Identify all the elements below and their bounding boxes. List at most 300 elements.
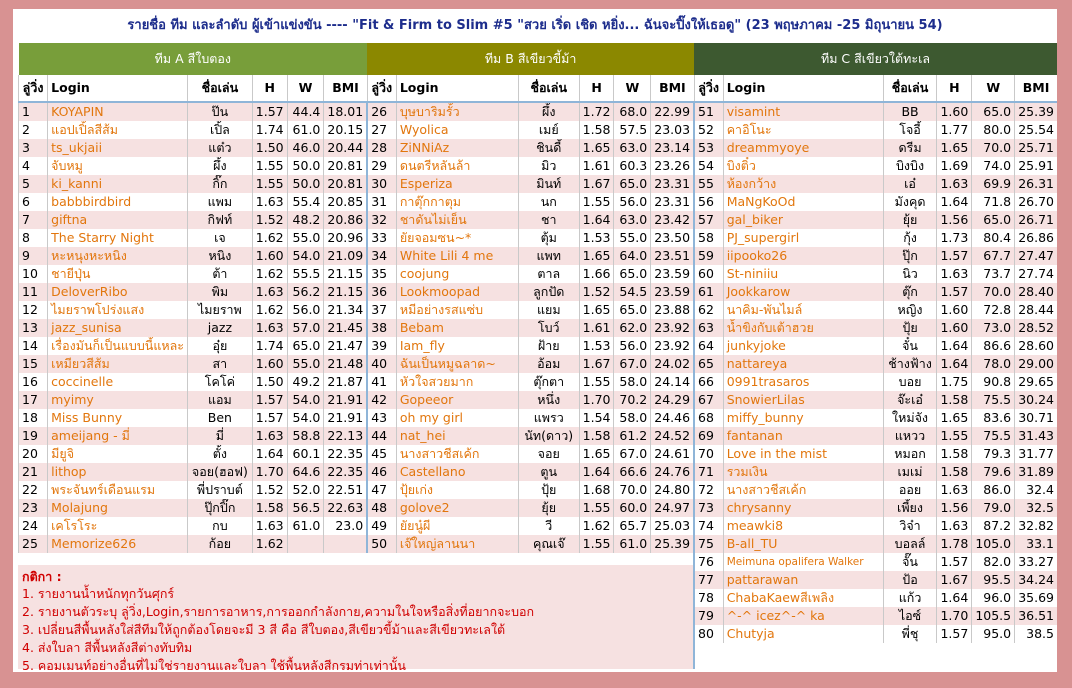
login-cell[interactable]: junkyjoke (723, 337, 883, 355)
login-cell[interactable]: Bebam (396, 319, 518, 337)
login-cell[interactable]: ยัยนู๋ผี (396, 517, 518, 535)
rank-cell: 61 (694, 283, 723, 301)
weight-cell: 44.4 (287, 102, 324, 121)
login-cell[interactable]: gal_biker (723, 211, 883, 229)
login-cell[interactable]: SnowierLilas (723, 391, 883, 409)
table-row (19, 175, 1058, 193)
table-row (19, 517, 1058, 535)
login-cell[interactable]: White Lili 4 me (396, 247, 518, 265)
nickname-cell: jazz (187, 319, 252, 337)
login-cell[interactable]: ยัยจอมซน~* (396, 229, 518, 247)
rank-cell: 23 (19, 499, 48, 517)
height-cell: 1.61 (579, 319, 614, 337)
rank-cell: 14 (19, 337, 48, 355)
login-cell[interactable]: coojung (396, 265, 518, 283)
bmi-cell: 27.47 (1015, 247, 1057, 265)
login-cell[interactable]: กาตุ๊กกาตุม (396, 193, 518, 211)
login-cell[interactable]: ChabaKaewสีเพลิง (723, 589, 883, 607)
nickname-cell: แพท (518, 247, 579, 265)
login-cell[interactable]: เหมียวสีส้ม (48, 355, 188, 373)
weight-cell: 61.0 (287, 121, 324, 139)
height-cell: 1.63 (937, 481, 972, 499)
bmi-cell: 24.14 (651, 373, 694, 391)
nickname-cell: จั๊น (883, 553, 937, 571)
table-row (19, 265, 1058, 283)
bmi-cell: 23.26 (651, 157, 694, 175)
weight-cell: 54.0 (287, 409, 324, 427)
height-cell: 1.60 (252, 355, 287, 373)
table-row (19, 157, 1058, 175)
rank-cell: 20 (19, 445, 48, 463)
login-cell[interactable]: pattarawan (723, 571, 883, 589)
bmi-cell: 33.27 (1015, 553, 1057, 571)
height-cell: 1.63 (252, 319, 287, 337)
team-a-label: ทีม A สีใบตอง (154, 51, 232, 66)
rank-cell: 31 (367, 193, 396, 211)
weight-cell: 86.0 (972, 481, 1015, 499)
login-cell[interactable]: Chutyja (723, 625, 883, 643)
login-cell[interactable]: หมีอย่างรสแซ่บ (396, 301, 518, 319)
height-cell: 1.60 (937, 301, 972, 319)
weight-cell: 83.6 (972, 409, 1015, 427)
rank-cell: 5 (19, 175, 48, 193)
rank-cell: 26 (367, 102, 396, 121)
nickname-cell: ผึ้ง (518, 102, 579, 121)
nickname-cell: ตั้ง (187, 445, 252, 463)
bmi-cell (324, 535, 367, 553)
bmi-cell: 25.91 (1015, 157, 1057, 175)
weight-cell: 54.0 (287, 391, 324, 409)
bmi-cell: 22.35 (324, 463, 367, 481)
weight-cell: 95.0 (972, 625, 1015, 643)
weight-cell: 60.0 (614, 499, 651, 517)
height-cell: 1.56 (937, 499, 972, 517)
height-cell: 1.57 (937, 553, 972, 571)
login-cell[interactable]: Gopeeor (396, 391, 518, 409)
nickname-cell: ยุ้ย (883, 211, 937, 229)
bmi-cell: 22.13 (324, 427, 367, 445)
login-cell[interactable]: Memorize626 (48, 535, 188, 553)
height-cell: 1.67 (579, 355, 614, 373)
nickname-cell: ปุ้ย (518, 481, 579, 499)
weight-cell: 65.0 (972, 102, 1015, 121)
team-b-header (367, 43, 694, 75)
weight-cell: 62.0 (614, 319, 651, 337)
nickname-cell: อ้อม (518, 355, 579, 373)
login-cell[interactable]: เรื่องมันก็เป็นแบบนี้แหละ (48, 337, 188, 355)
login-cell[interactable]: หัวใจสวยมาก (396, 373, 518, 391)
rank-cell: 77 (694, 571, 723, 589)
login-cell[interactable]: Meimuna opalifera Walker (723, 553, 883, 571)
rank-cell: 21 (19, 463, 48, 481)
nickname-cell: กุ้ง (883, 229, 937, 247)
login-cell[interactable]: B-all_TU (723, 535, 883, 553)
login-cell[interactable]: golove2 (396, 499, 518, 517)
rank-cell: 1 (19, 102, 48, 121)
login-cell[interactable]: Molajung (48, 499, 188, 517)
height-cell: 1.65 (579, 445, 614, 463)
login-cell[interactable]: ไมยราพโปร่งแสง (48, 301, 188, 319)
login-cell[interactable]: Wyolica (396, 121, 518, 139)
height-cell: 1.50 (252, 139, 287, 157)
height-cell: 1.52 (252, 211, 287, 229)
height-cell: 1.60 (937, 102, 972, 121)
nickname-cell: เปิ้ล (187, 121, 252, 139)
login-cell[interactable]: ts_ukjaii (48, 139, 188, 157)
login-cell[interactable]: ชายีปุ่น (48, 265, 188, 283)
bmi-cell: 24.80 (651, 481, 694, 499)
rank-cell: 25 (19, 535, 48, 553)
bmi-cell: 25.54 (1015, 121, 1057, 139)
weight-cell: 52.0 (287, 481, 324, 499)
nickname-cell: เมย์ (518, 121, 579, 139)
rank-cell: 27 (367, 121, 396, 139)
height-cell: 1.63 (252, 283, 287, 301)
login-cell[interactable]: coccinelle (48, 373, 188, 391)
login-cell[interactable]: The Starry Night (48, 229, 188, 247)
login-cell[interactable]: นางสาวชีสเค้ก (396, 445, 518, 463)
login-cell[interactable]: KOYAPIN (48, 102, 188, 121)
login-cell[interactable]: มียูจิ (48, 445, 188, 463)
rank-cell: 32 (367, 211, 396, 229)
login-cell[interactable]: Love in the mist (723, 445, 883, 463)
login-cell[interactable]: ปุ้ยเก่ง (396, 481, 518, 499)
rank-cell: 66 (694, 373, 723, 391)
weight-cell: 66.6 (614, 463, 651, 481)
bmi-cell: 26.70 (1015, 193, 1057, 211)
weight-cell: 65.7 (614, 517, 651, 535)
bmi-cell: 24.02 (651, 355, 694, 373)
bmi-cell: 21.87 (324, 373, 367, 391)
login-cell[interactable]: แอปเปิ้ลสีส้ม (48, 121, 188, 139)
weight-cell: 90.8 (972, 373, 1015, 391)
login-cell[interactable]: St-niniiu (723, 265, 883, 283)
nickname-cell: ตุ้ม (518, 229, 579, 247)
rule-item: 1. รายงานน้ำหนักทุกวันศุกร์ (22, 586, 175, 601)
rank-cell: 60 (694, 265, 723, 283)
weight-cell: 71.8 (972, 193, 1015, 211)
login-cell[interactable]: Iam_fly (396, 337, 518, 355)
login-cell[interactable]: ki_kanni (48, 175, 188, 193)
height-cell: 1.55 (937, 427, 972, 445)
team-a-header (19, 43, 368, 75)
login-cell[interactable]: giftna (48, 211, 188, 229)
bmi-cell: 22.51 (324, 481, 367, 499)
nickname-cell: สา (187, 355, 252, 373)
rank-cell: 22 (19, 481, 48, 499)
weight-cell: 73.0 (972, 319, 1015, 337)
login-cell[interactable]: ห้องกว้าง (723, 175, 883, 193)
column-header-w: W (287, 75, 324, 102)
rank-cell: 2 (19, 121, 48, 139)
nickname-cell: Ben (187, 409, 252, 427)
weight-cell: 50.0 (287, 175, 324, 193)
weight-cell: 56.0 (287, 301, 324, 319)
height-cell: 1.64 (937, 193, 972, 211)
weight-cell: 55.0 (614, 229, 651, 247)
nickname-cell: แพรว (518, 409, 579, 427)
nickname-cell: ปุ้ย (883, 319, 937, 337)
login-cell[interactable]: babbbirdbird (48, 193, 188, 211)
rank-cell: 36 (367, 283, 396, 301)
login-cell[interactable]: นาคิม-พันไมล์ (723, 301, 883, 319)
bmi-cell: 20.86 (324, 211, 367, 229)
nickname-cell: แต๋ว (187, 139, 252, 157)
contestant-table (18, 43, 1057, 643)
team-c-label: ทีม C สีเขียวใต้ทะเล (820, 51, 931, 66)
weight-cell: 46.0 (287, 139, 324, 157)
rule-item: 4. ส่งใบลา สีพื้นหลังสีต่างทับทิม (22, 640, 193, 655)
height-cell: 1.57 (937, 247, 972, 265)
rule-item: 2. รายงานตัวระบุ ลู่วิ่ง,Login,รายการอาหาร,การออกกำลังกาย,ความในใจหรือสิ่งที่อยากจะบอก (22, 604, 535, 619)
login-cell[interactable]: PJ_supergirl (723, 229, 883, 247)
height-cell: 1.63 (937, 175, 972, 193)
height-cell: 1.69 (937, 157, 972, 175)
height-cell: 1.55 (579, 373, 614, 391)
weight-cell: 70.0 (972, 283, 1015, 301)
height-cell: 1.70 (252, 463, 287, 481)
rank-cell: 57 (694, 211, 723, 229)
bmi-cell: 23.92 (651, 337, 694, 355)
bmi-cell: 26.31 (1015, 175, 1057, 193)
bmi-cell: 23.59 (651, 283, 694, 301)
rank-cell: 33 (367, 229, 396, 247)
bmi-cell: 36.51 (1015, 607, 1057, 625)
table-row (19, 373, 1058, 391)
nickname-cell: แพม (187, 193, 252, 211)
rank-cell: 79 (694, 607, 723, 625)
rank-cell: 52 (694, 121, 723, 139)
weight-cell: 67.0 (614, 445, 651, 463)
bmi-cell: 26.86 (1015, 229, 1057, 247)
height-cell: 1.57 (252, 409, 287, 427)
weight-cell: 57.0 (287, 319, 324, 337)
nickname-cell: เอ๋ (883, 175, 937, 193)
bmi-cell: 23.14 (651, 139, 694, 157)
weight-cell: 61.2 (614, 427, 651, 445)
rank-cell: 50 (367, 535, 396, 553)
login-cell[interactable]: nat_hei (396, 427, 518, 445)
login-cell[interactable]: Lookmoopad (396, 283, 518, 301)
height-cell: 1.52 (252, 481, 287, 499)
rank-cell: 38 (367, 319, 396, 337)
login-cell[interactable]: Esperiza (396, 175, 518, 193)
table-row (19, 427, 1058, 445)
column-header-rank: ลู่วิ่ง (367, 75, 396, 102)
weight-cell: 82.0 (972, 553, 1015, 571)
height-cell: 1.78 (937, 535, 972, 553)
rank-cell: 49 (367, 517, 396, 535)
weight-cell: 65.0 (972, 211, 1015, 229)
nickname-cell: หมอก (883, 445, 937, 463)
login-cell[interactable]: fantanan (723, 427, 883, 445)
bmi-cell: 20.44 (324, 139, 367, 157)
login-cell[interactable]: MaNgKoOd (723, 193, 883, 211)
rank-cell: 39 (367, 337, 396, 355)
height-cell: 1.65 (579, 247, 614, 265)
rank-cell: 17 (19, 391, 48, 409)
bmi-cell: 32.82 (1015, 517, 1057, 535)
login-cell[interactable]: น้ำขิงกับเต้าฮวย (723, 319, 883, 337)
height-cell: 1.50 (252, 373, 287, 391)
weight-cell: 56.0 (614, 337, 651, 355)
table-row (19, 355, 1058, 373)
bmi-cell: 27.74 (1015, 265, 1057, 283)
login-cell[interactable]: ฉันเป็นหมูฉลาด~ (396, 355, 518, 373)
height-cell: 1.64 (937, 589, 972, 607)
login-cell[interactable]: ชาดันไม่เย็น (396, 211, 518, 229)
weight-cell: 74.0 (972, 157, 1015, 175)
login-cell[interactable]: ZiNNiAz (396, 139, 518, 157)
weight-cell: 58.8 (287, 427, 324, 445)
height-cell: 1.64 (579, 211, 614, 229)
login-cell[interactable]: oh my girl (396, 409, 518, 427)
rank-cell: 10 (19, 265, 48, 283)
login-cell[interactable]: ดนตรีหลันล้า (396, 157, 518, 175)
nickname-cell: เพี้ยง (883, 499, 937, 517)
rank-cell: 4 (19, 157, 48, 175)
nickname-cell: หนึ่ง (518, 391, 579, 409)
height-cell: 1.57 (252, 391, 287, 409)
bmi-cell: 21.09 (324, 247, 367, 265)
rule-item: 3. เปลี่ยนสีพื้นหลังใส่สีทีมให้ถูกต้องโดยจะมี 3 สี คือ สีใบตอง,สีเขียวขี้ม้าและสีเขียวทะเลใต้ (22, 622, 506, 637)
table-row (19, 193, 1058, 211)
login-cell[interactable]: จับหมู (48, 157, 188, 175)
login-cell[interactable]: คาอิโนะ (723, 121, 883, 139)
column-header-login: Login (48, 75, 188, 102)
rank-cell: 58 (694, 229, 723, 247)
login-cell[interactable]: dreammyoye (723, 139, 883, 157)
nickname-cell: ป๊น (187, 102, 252, 121)
weight-cell: 73.7 (972, 265, 1015, 283)
login-cell[interactable]: ^-^ icez^-^ ka (723, 607, 883, 625)
bmi-cell: 26.71 (1015, 211, 1057, 229)
login-cell[interactable]: chrysanny (723, 499, 883, 517)
nickname-cell: จอย(ฮอฟ) (187, 463, 252, 481)
login-cell[interactable]: เจ๊ใหญ่ลานนา (396, 535, 518, 553)
height-cell: 1.62 (252, 265, 287, 283)
height-cell: 1.65 (937, 139, 972, 157)
column-header-rank: ลู่วิ่ง (19, 75, 48, 102)
page-title: รายชื่อ ทีม และลำดับ ผู้เข้าแข่งขัน ---- "Fit & Firm to Slim #5 "สวย เริ่ด เชิด หยิ่ง... ฉันจะปิ๊งให้เธอดู" (23 พฤษภาคม -25 มิถุนายน 54) (127, 18, 943, 33)
height-cell: 1.74 (252, 337, 287, 355)
nickname-cell: ตาล (518, 265, 579, 283)
login-cell[interactable]: หะหนุงหะหนิง (48, 247, 188, 265)
login-cell[interactable]: เคโรโระ (48, 517, 188, 535)
nickname-cell: ฝ้าย (518, 337, 579, 355)
rank-cell: 63 (694, 319, 723, 337)
bmi-cell: 38.5 (1015, 625, 1057, 643)
weight-cell: 87.2 (972, 517, 1015, 535)
login-cell[interactable]: รวมเงิน (723, 463, 883, 481)
login-cell[interactable]: 0991trasaros (723, 373, 883, 391)
height-cell: 1.53 (579, 229, 614, 247)
nickname-cell: ไมยราพ (187, 301, 252, 319)
nickname-cell: ออย (883, 481, 937, 499)
bmi-cell: 20.96 (324, 229, 367, 247)
login-cell[interactable]: ameijang - มี่ (48, 427, 188, 445)
bmi-cell: 22.63 (324, 499, 367, 517)
rank-cell: 9 (19, 247, 48, 265)
bmi-cell: 25.71 (1015, 139, 1057, 157)
login-cell[interactable]: Castellano (396, 463, 518, 481)
weight-cell: 65.0 (287, 337, 324, 355)
bmi-cell: 23.31 (651, 175, 694, 193)
column-header-bmi: BMI (651, 75, 694, 102)
nickname-cell: บอย (883, 373, 937, 391)
rank-cell: 19 (19, 427, 48, 445)
rank-cell: 69 (694, 427, 723, 445)
login-cell[interactable]: นางสาวชีสเค้ก (723, 481, 883, 499)
weight-cell: 69.9 (972, 175, 1015, 193)
table-row (19, 409, 1058, 427)
bmi-cell: 23.03 (651, 121, 694, 139)
bmi-cell: 35.69 (1015, 589, 1057, 607)
login-cell[interactable]: บิงติ๋ว (723, 157, 883, 175)
nickname-cell: ดรีม (883, 139, 937, 157)
nickname-cell: หนิง (187, 247, 252, 265)
login-cell[interactable]: myimy (48, 391, 188, 409)
nickname-cell: ใหม่จัง (883, 409, 937, 427)
nickname-cell: จอย (518, 445, 579, 463)
table-row (19, 121, 1058, 139)
weight-cell: 64.6 (287, 463, 324, 481)
rank-cell: 41 (367, 373, 396, 391)
bmi-cell: 23.92 (651, 319, 694, 337)
login-cell[interactable]: nattareya (723, 355, 883, 373)
nickname-cell: กบ (187, 517, 252, 535)
bmi-cell: 21.91 (324, 391, 367, 409)
weight-cell: 70.2 (614, 391, 651, 409)
login-cell[interactable]: lithop (48, 463, 188, 481)
login-cell[interactable]: บุษบาริมรั้ว (396, 102, 518, 121)
rank-cell: 76 (694, 553, 723, 571)
rank-cell: 42 (367, 391, 396, 409)
login-cell[interactable]: miffy_bunny (723, 409, 883, 427)
team-c-header (694, 43, 1057, 75)
weight-cell: 58.0 (614, 409, 651, 427)
nickname-cell: ยุ้ย (518, 499, 579, 517)
login-cell[interactable]: jazz_sunisa (48, 319, 188, 337)
login-cell[interactable]: Miss Bunny (48, 409, 188, 427)
login-cell[interactable]: Jookkarow (723, 283, 883, 301)
bmi-cell: 28.52 (1015, 319, 1057, 337)
column-header-h: H (937, 75, 972, 102)
height-cell: 1.74 (252, 121, 287, 139)
nickname-cell: วี (518, 517, 579, 535)
nickname-cell: อุ๋ย (187, 337, 252, 355)
weight-cell: 78.0 (972, 355, 1015, 373)
height-cell: 1.57 (937, 625, 972, 643)
bmi-cell: 24.76 (651, 463, 694, 481)
login-cell[interactable]: iipooko26 (723, 247, 883, 265)
nickname-cell: มินท์ (518, 175, 579, 193)
weight-cell: 70.0 (972, 139, 1015, 157)
login-cell[interactable]: meawki8 (723, 517, 883, 535)
bmi-cell: 29.65 (1015, 373, 1057, 391)
bmi-cell: 30.71 (1015, 409, 1057, 427)
height-cell: 1.63 (252, 193, 287, 211)
height-cell: 1.62 (579, 517, 614, 535)
login-cell[interactable]: DeloverRibo (48, 283, 188, 301)
nickname-cell: กิ๊ก (187, 175, 252, 193)
bmi-cell: 34.24 (1015, 571, 1057, 589)
nickname-cell: นิว (883, 265, 937, 283)
login-cell[interactable]: visamint (723, 102, 883, 121)
rank-cell: 46 (367, 463, 396, 481)
rule-item: 5. คอมเมนท์อย่างอื่นที่ไม่ใช่รายงานและใบลา ใช้พื้นหลังสีกรมท่าเท่านั้น (22, 658, 406, 673)
login-cell[interactable]: พระจันทร์เดือนแรม (48, 481, 188, 499)
